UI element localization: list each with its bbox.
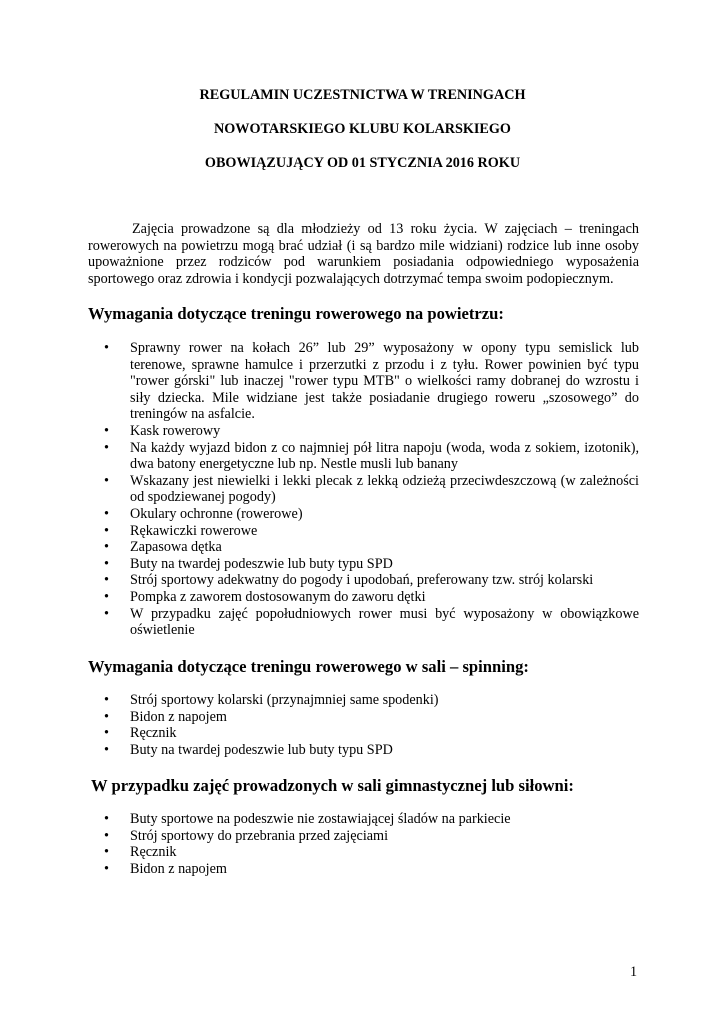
list-item [100, 523, 639, 540]
bullet-icon: • [104, 692, 109, 708]
bullet-icon: • [104, 827, 109, 844]
bullet-icon: • [104, 472, 109, 489]
list-item-text: Okulary ochronne (rowerowe) [130, 505, 303, 522]
gym-requirements-list [100, 811, 639, 877]
list-item [100, 844, 639, 861]
list-item [100, 725, 639, 742]
list-item-text: Na każdy wyjazd bidon z co najmniej pół litra napoju (woda, woda z sokiem, izotonik), dwa batony energetyczne lub np. Nestle musli lub banany [130, 439, 639, 473]
list-item [100, 440, 639, 473]
list-item [100, 742, 639, 759]
bullet-icon: • [104, 811, 109, 827]
bullet-icon: • [104, 539, 109, 556]
list-item-text: Bidon z napojem [130, 860, 227, 877]
list-item-text: Rękawiczki rowerowe [130, 522, 258, 539]
bullet-icon: • [104, 522, 109, 539]
list-item [100, 506, 639, 523]
list-item [100, 692, 639, 709]
list-item-text: Ręcznik [130, 725, 177, 742]
list-item [100, 556, 639, 573]
section-heading-outdoor: Wymagania dotyczące treningu rowerowego na powietrzu: [88, 304, 504, 323]
document-title-line-1: REGULAMIN UCZESTNICTWA W TRENINGACH [199, 87, 526, 103]
outdoor-requirements-list [100, 340, 639, 639]
bullet-icon: • [104, 439, 109, 456]
bullet-icon: • [104, 505, 109, 522]
list-item [100, 606, 639, 639]
list-item [100, 811, 639, 828]
document-title-line-3: OBOWIĄZUJĄCY OD 01 STYCZNIA 2016 ROKU [204, 155, 521, 171]
document-title-line-2: NOWOTARSKIEGO KLUBU KOLARSKIEGO [214, 121, 511, 137]
bullet-icon: • [104, 844, 109, 861]
list-item [100, 340, 639, 423]
list-item-text: Bidon z napojem [130, 708, 227, 725]
bullet-icon: • [104, 588, 109, 605]
list-item-text: W przypadku zajęć popołudniowych rower musi być wyposażony w obowiązkowe oświetlenie [130, 605, 639, 639]
list-item-text: Kask rowerowy [130, 422, 221, 439]
list-item-text: Zapasowa dętka [130, 539, 222, 556]
list-item [100, 473, 639, 506]
list-item [100, 572, 639, 589]
list-item [100, 861, 639, 878]
list-item-text: Strój sportowy adekwatny do pogody i upodobań, preferowany tzw. strój kolarski [130, 572, 594, 589]
list-item [100, 828, 639, 845]
list-item-text: Strój sportowy kolarski (przynajmniej same spodenki) [130, 692, 439, 708]
bullet-icon: • [104, 741, 109, 758]
bullet-icon: • [104, 572, 109, 589]
bullet-icon: • [104, 555, 109, 572]
list-item [100, 423, 639, 440]
list-item-text: Ręcznik [130, 844, 177, 861]
bullet-icon: • [104, 725, 109, 742]
intro-paragraph: Zajęcia prowadzone są dla młodzieży od 13 roku życia. W zajęciach – treningach rowerowych na powietrzu mogą brać udział (i są bardzo mile widziani) rodzice lub inne osoby upoważnione przez rodziców pod warunkiem posiadania odpowiedniego wyposażenia sportowego oraz zdrowia i kondycji pozwalających dotrzymać tempa swoim podopiecznym. [88, 221, 639, 287]
list-item [100, 539, 639, 556]
list-item-text: Buty na twardej podeszwie lub buty typu SPD [130, 555, 393, 572]
list-item-text: Buty sportowe na podeszwie nie zostawiającej śladów na parkiecie [130, 811, 511, 827]
page-number: 1 [630, 964, 638, 980]
list-item-text: Wskazany jest niewielki i lekki plecak z lekką odzieżą przeciwdeszczową (w zależności od spodziewanej pogody) [130, 472, 639, 506]
bullet-icon: • [104, 708, 109, 725]
list-item [100, 589, 639, 606]
list-item-text: Sprawny rower na kołach 26” lub 29” wyposażony w opony typu semislick lub terenowe, sprawne hamulce i przerzutki z przodu i z tyłu. Rower powinien być typu "rower górski" lub inaczej "rower typu MTB" o wielkości ramy dobranej do wzrostu i siły dziecka. Mile widziane jest także posiadanie drugiego roweru „szosowego” do treningów na asfalcie. [130, 340, 639, 423]
bullet-icon: • [104, 340, 109, 356]
bullet-icon: • [104, 422, 109, 439]
section-heading-gym: W przypadku zajęć prowadzonych w sali gimnastycznej lub siłowni: [91, 776, 574, 795]
list-item-text: Pompka z zaworem dostosowanym do zaworu dętki [130, 588, 426, 605]
spinning-requirements-list [100, 692, 639, 758]
section-heading-spinning: Wymagania dotyczące treningu rowerowego w sali – spinning: [88, 657, 529, 676]
list-item-text: Buty na twardej podeszwie lub buty typu SPD [130, 741, 393, 758]
list-item-text: Strój sportowy do przebrania przed zajęciami [130, 827, 389, 844]
bullet-icon: • [104, 605, 109, 622]
list-item [100, 709, 639, 726]
bullet-icon: • [104, 860, 109, 877]
